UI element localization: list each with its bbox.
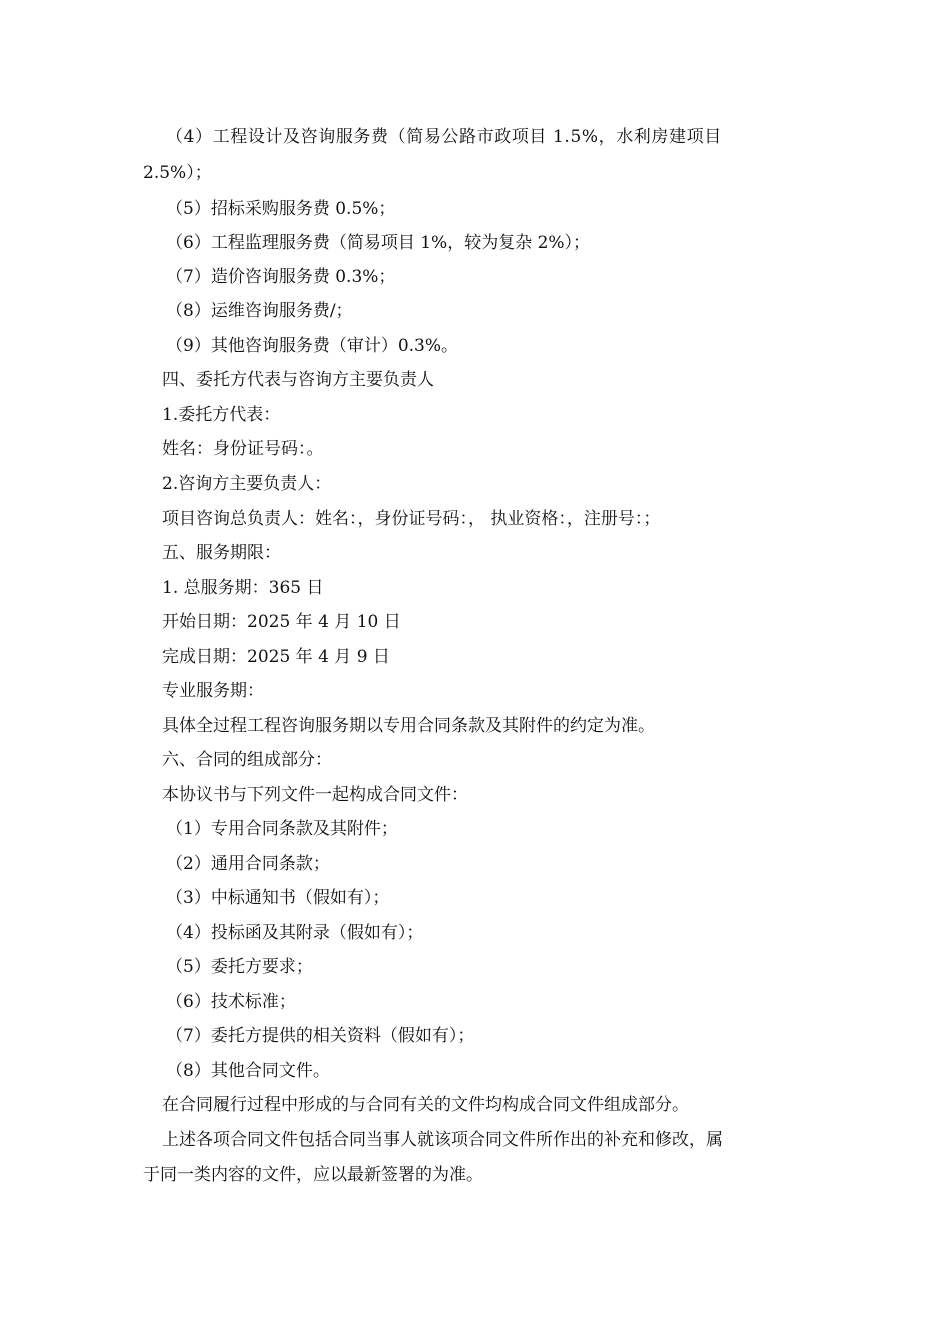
contract-doc-item: （3）中标通知书（假如有）；	[166, 888, 390, 908]
start-date: 开始日期：2025 年 4 月 10 日	[162, 612, 401, 632]
paragraph-contract-docs: 在合同履行过程中形成的与合同有关的文件均构成合同文件组成部分。	[162, 1095, 689, 1115]
consultant-label: 2.咨询方主要负责人：	[162, 474, 332, 494]
fee-item-4-continued: 2.5%）；	[143, 163, 212, 183]
section-5-heading: 五、服务期限：	[162, 543, 281, 563]
contract-doc-item: （7）委托方提供的相关资料（假如有）；	[166, 1026, 475, 1046]
contract-doc-item: （2）通用合同条款；	[166, 854, 330, 874]
contract-doc-item: （6）技术标准；	[166, 992, 296, 1012]
consultant-line: 项目咨询总负责人：姓名：，身份证号码：， 执业资格：，注册号：；	[162, 509, 661, 529]
fee-item-8: （8）运维咨询服务费/；	[166, 301, 353, 321]
section-4-heading: 四、委托方代表与咨询方主要负责人	[162, 370, 434, 390]
fee-item-9: （9）其他咨询服务费（审计）0.3%。	[166, 336, 459, 356]
paragraph-amendments-line-1: 上述各项合同文件包括合同当事人就该项合同文件所作出的补充和修改，属	[162, 1130, 723, 1150]
section-6-intro: 本协议书与下列文件一起构成合同文件：	[162, 785, 468, 805]
fee-item-7: （7）造价咨询服务费 0.3%；	[166, 267, 396, 287]
client-rep-line: 姓名：身份证号码：。	[162, 439, 324, 459]
contract-doc-item: （1）专用合同条款及其附件；	[166, 819, 398, 839]
total-service-period: 1. 总服务期：365 日	[162, 578, 324, 598]
contract-doc-item: （5）委托方要求；	[166, 957, 313, 977]
contract-doc-item: （8）其他合同文件。	[166, 1061, 330, 1081]
service-period-note: 具体全过程工程咨询服务期以专用合同条款及其附件的约定为准。	[162, 716, 655, 736]
client-rep-label: 1.委托方代表：	[162, 405, 281, 425]
end-date: 完成日期：2025 年 4 月 9 日	[162, 647, 390, 667]
contract-doc-item: （4）投标函及其附录（假如有）；	[166, 923, 424, 943]
fee-item-4: （4）工程设计及咨询服务费（简易公路市政项目 1.5%，水利房建项目	[166, 127, 722, 147]
specialty-service-period: 专业服务期：	[162, 681, 264, 701]
fee-item-6: （6）工程监理服务费（简易项目 1%，较为复杂 2%）；	[166, 233, 591, 253]
paragraph-amendments-line-2: 于同一类内容的文件，应以最新签署的为准。	[143, 1165, 483, 1185]
fee-item-5: （5）招标采购服务费 0.5%；	[166, 199, 396, 219]
section-6-heading: 六、合同的组成部分：	[162, 750, 332, 770]
